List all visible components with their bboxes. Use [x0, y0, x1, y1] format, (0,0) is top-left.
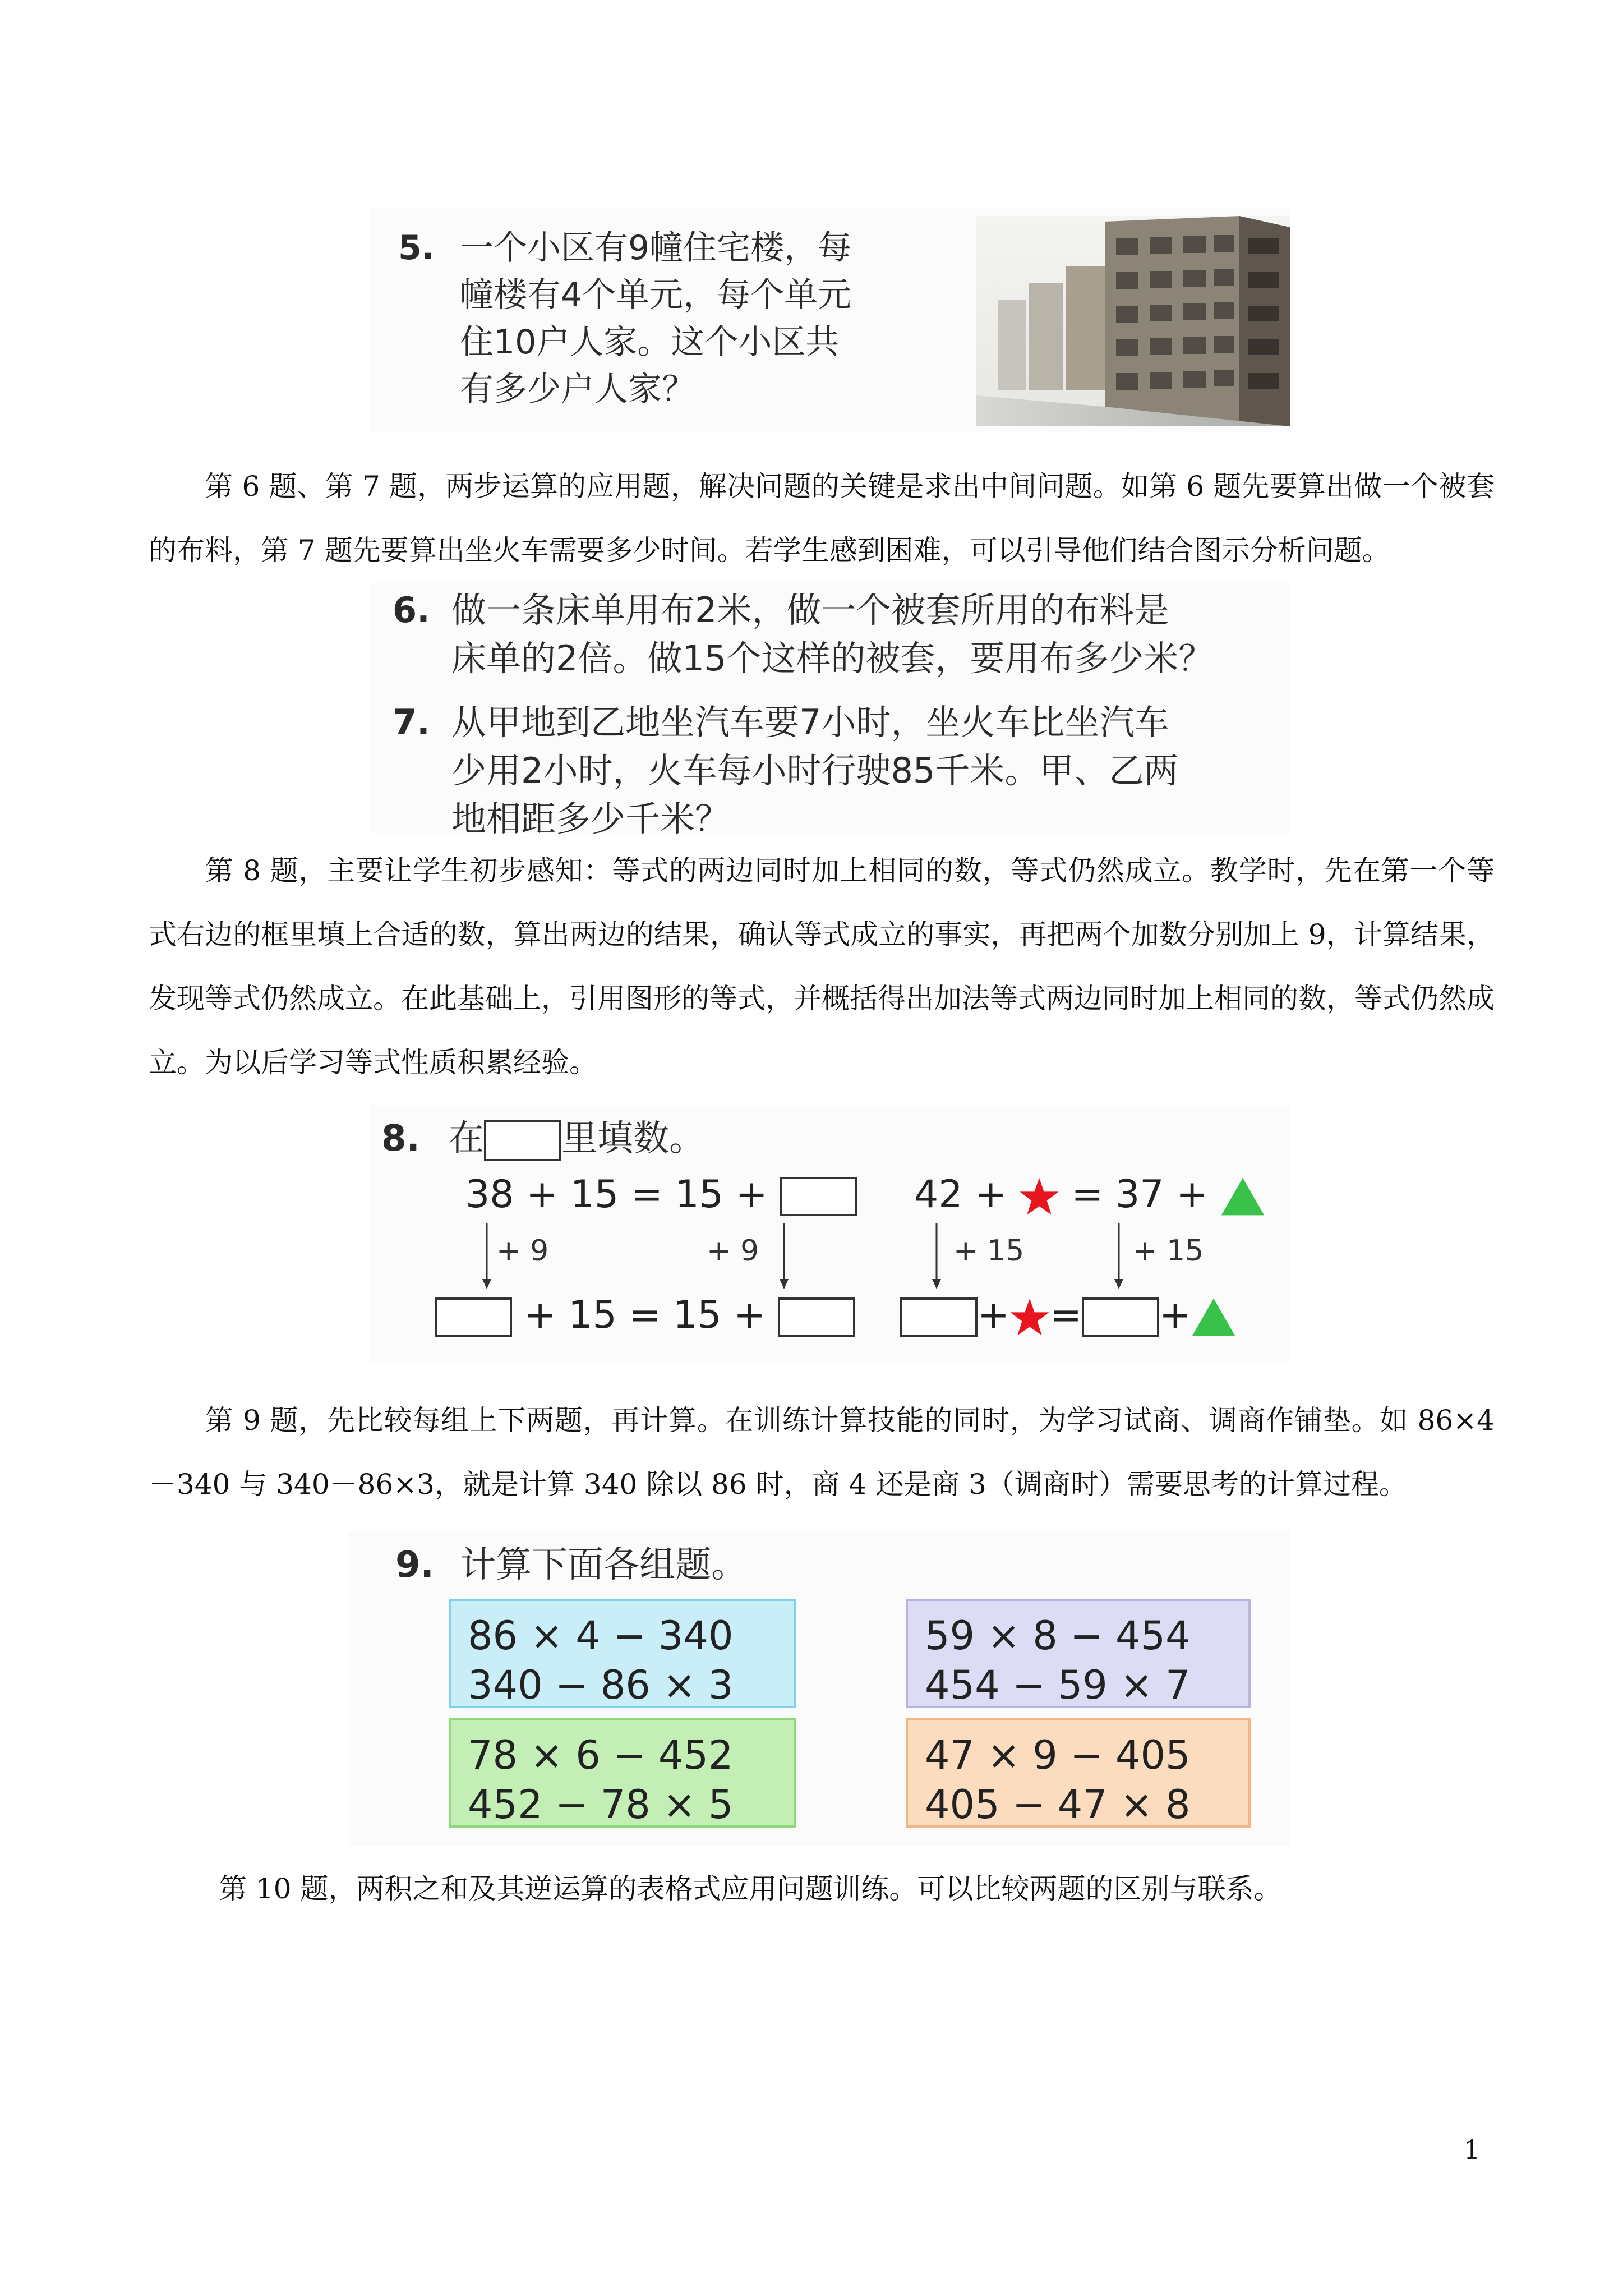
q7-line: 少用2小时，火车每小时行驶85千米。甲、乙两: [451, 750, 1179, 791]
calc-line: 78 × 6 − 452: [468, 1732, 734, 1778]
q8-left-bottom-equation: [435, 1293, 855, 1337]
equation-text: 42 +: [914, 1172, 1007, 1217]
answer-box[interactable]: [900, 1297, 978, 1337]
q8-right-arrow-label-2: + 15: [1133, 1234, 1204, 1268]
green-triangle-icon: [1220, 1177, 1265, 1216]
down-arrow-icon: [481, 1223, 492, 1290]
q8-title: [381, 1114, 705, 1164]
calc-line: 340 − 86 × 3: [468, 1662, 734, 1708]
calc-line: 452 − 78 × 5: [468, 1782, 734, 1828]
paragraph-q6-q7-explanation: [149, 454, 1495, 582]
q5-line: 住10户人家。这个小区共: [460, 323, 840, 362]
q8-number: 8.: [381, 1118, 420, 1159]
q6-line: 床单的2倍。做15个这样的被套，要用布多少米？: [451, 638, 1214, 679]
paragraph-text: 第 9 题，先比较每组上下两题，再计算。在训练计算技能的同时，为学习试商、调商作铺垫。如 86×4－340 与 340－86×3，就是计算 340 除以 86 时，商 4 还是商 3（调商时）需要思考的计算过程。: [149, 1404, 1495, 1501]
q7-text: [393, 698, 1178, 843]
q8-left-arrow-label-1: + 9: [496, 1234, 549, 1268]
q6-text: [393, 586, 1213, 683]
red-star-icon: [1019, 1176, 1059, 1217]
q6-line: 做一条床单用布2米，做一个被套所用的布料是: [451, 590, 1169, 631]
q9-number: 9.: [395, 1544, 434, 1586]
q8-right-bottom-equation: [900, 1293, 1236, 1337]
equation-text: + 15 = 15 +: [524, 1293, 766, 1337]
q5-number: 5.: [398, 228, 435, 268]
q8-left-top-equation: [465, 1172, 857, 1217]
apartment-buildings-photo-icon: [976, 216, 1290, 426]
down-arrow-icon: [1113, 1223, 1124, 1290]
answer-box[interactable]: [780, 1177, 857, 1216]
answer-box[interactable]: [1082, 1297, 1159, 1337]
answer-box[interactable]: [778, 1297, 855, 1337]
calc-group-3: [449, 1718, 796, 1828]
q8-right-arrow-label-1: + 15: [953, 1234, 1025, 1268]
equals-sign: =: [1049, 1293, 1082, 1337]
q7-line: 地相距多少千米？: [451, 798, 730, 839]
down-arrow-icon: [931, 1223, 942, 1290]
q5-text: [398, 224, 851, 413]
q7-number: 7.: [393, 702, 430, 743]
q9-title-text: 计算下面各组题。: [460, 1544, 748, 1586]
paragraph-q10-explanation: [149, 1857, 1495, 1921]
calc-line: 454 − 59 × 7: [925, 1662, 1191, 1708]
q8-title-pre: 在: [448, 1118, 485, 1159]
paragraph-q9-explanation: [149, 1388, 1495, 1516]
calc-line: 59 × 8 − 454: [925, 1613, 1191, 1659]
q8-left-arrow-label-2: + 9: [707, 1234, 759, 1268]
q5-line: 幢楼有4个单元，每个单元: [460, 275, 852, 315]
paragraph-text: 第 10 题，两积之和及其逆运算的表格式应用问题训练。可以比较两题的区别与联系。: [219, 1872, 1282, 1905]
red-star-icon: [1009, 1297, 1050, 1337]
q6-number: 6.: [393, 590, 430, 631]
q8-right-top-equation: [914, 1172, 1265, 1217]
answer-box[interactable]: [435, 1297, 512, 1337]
paragraph-text: 第 6 题、第 7 题，两步运算的应用题，解决问题的关键是求出中间问题。如第 6 题先要算出做一个被套的布料，第 7 题先要算出坐火车需要多少时间。若学生感到困难，可以引导他们结合图示分析问题。: [149, 470, 1495, 567]
q9-title: [395, 1537, 747, 1593]
answer-box: [484, 1120, 561, 1161]
q8-title-post: 里填数。: [561, 1118, 706, 1159]
q5-line: 一个小区有9幢住宅楼，每: [460, 228, 852, 268]
calc-line: 47 × 9 − 405: [925, 1732, 1191, 1778]
q5-line: 有多少户人家？: [460, 370, 695, 409]
equation-text: 38 + 15 = 15 +: [465, 1172, 768, 1217]
down-arrow-icon: [778, 1223, 790, 1290]
calc-line: 86 × 4 − 340: [468, 1613, 734, 1659]
calc-group-2: [906, 1599, 1251, 1708]
equation-text: = 37 +: [1071, 1172, 1209, 1217]
page-number: 1: [1464, 2134, 1481, 2165]
plus-sign: +: [978, 1293, 1009, 1337]
plus-sign: +: [1159, 1293, 1191, 1337]
q7-line: 从甲地到乙地坐汽车要7小时，坐火车比坐汽车: [451, 702, 1169, 743]
green-triangle-icon: [1191, 1297, 1236, 1337]
paragraph-q8-explanation: [149, 839, 1495, 1094]
calc-group-1: [449, 1599, 796, 1708]
paragraph-text: 第 8 题，主要让学生初步感知：等式的两边同时加上相同的数，等式仍然成立。教学时，先在第一个等式右边的框里填上合适的数，算出两边的结果，确认等式成立的事实，再把两个加数分别加上 9，计算结果，发现等式仍然成立。在此基础上，引用图形的等式，并概括得出加法等式两边同时加上相同的数，等式仍然成立。为以后学习等式性质积累经验。: [149, 854, 1495, 1079]
calc-line: 405 − 47 × 8: [925, 1782, 1191, 1828]
calc-group-4: [906, 1718, 1251, 1828]
